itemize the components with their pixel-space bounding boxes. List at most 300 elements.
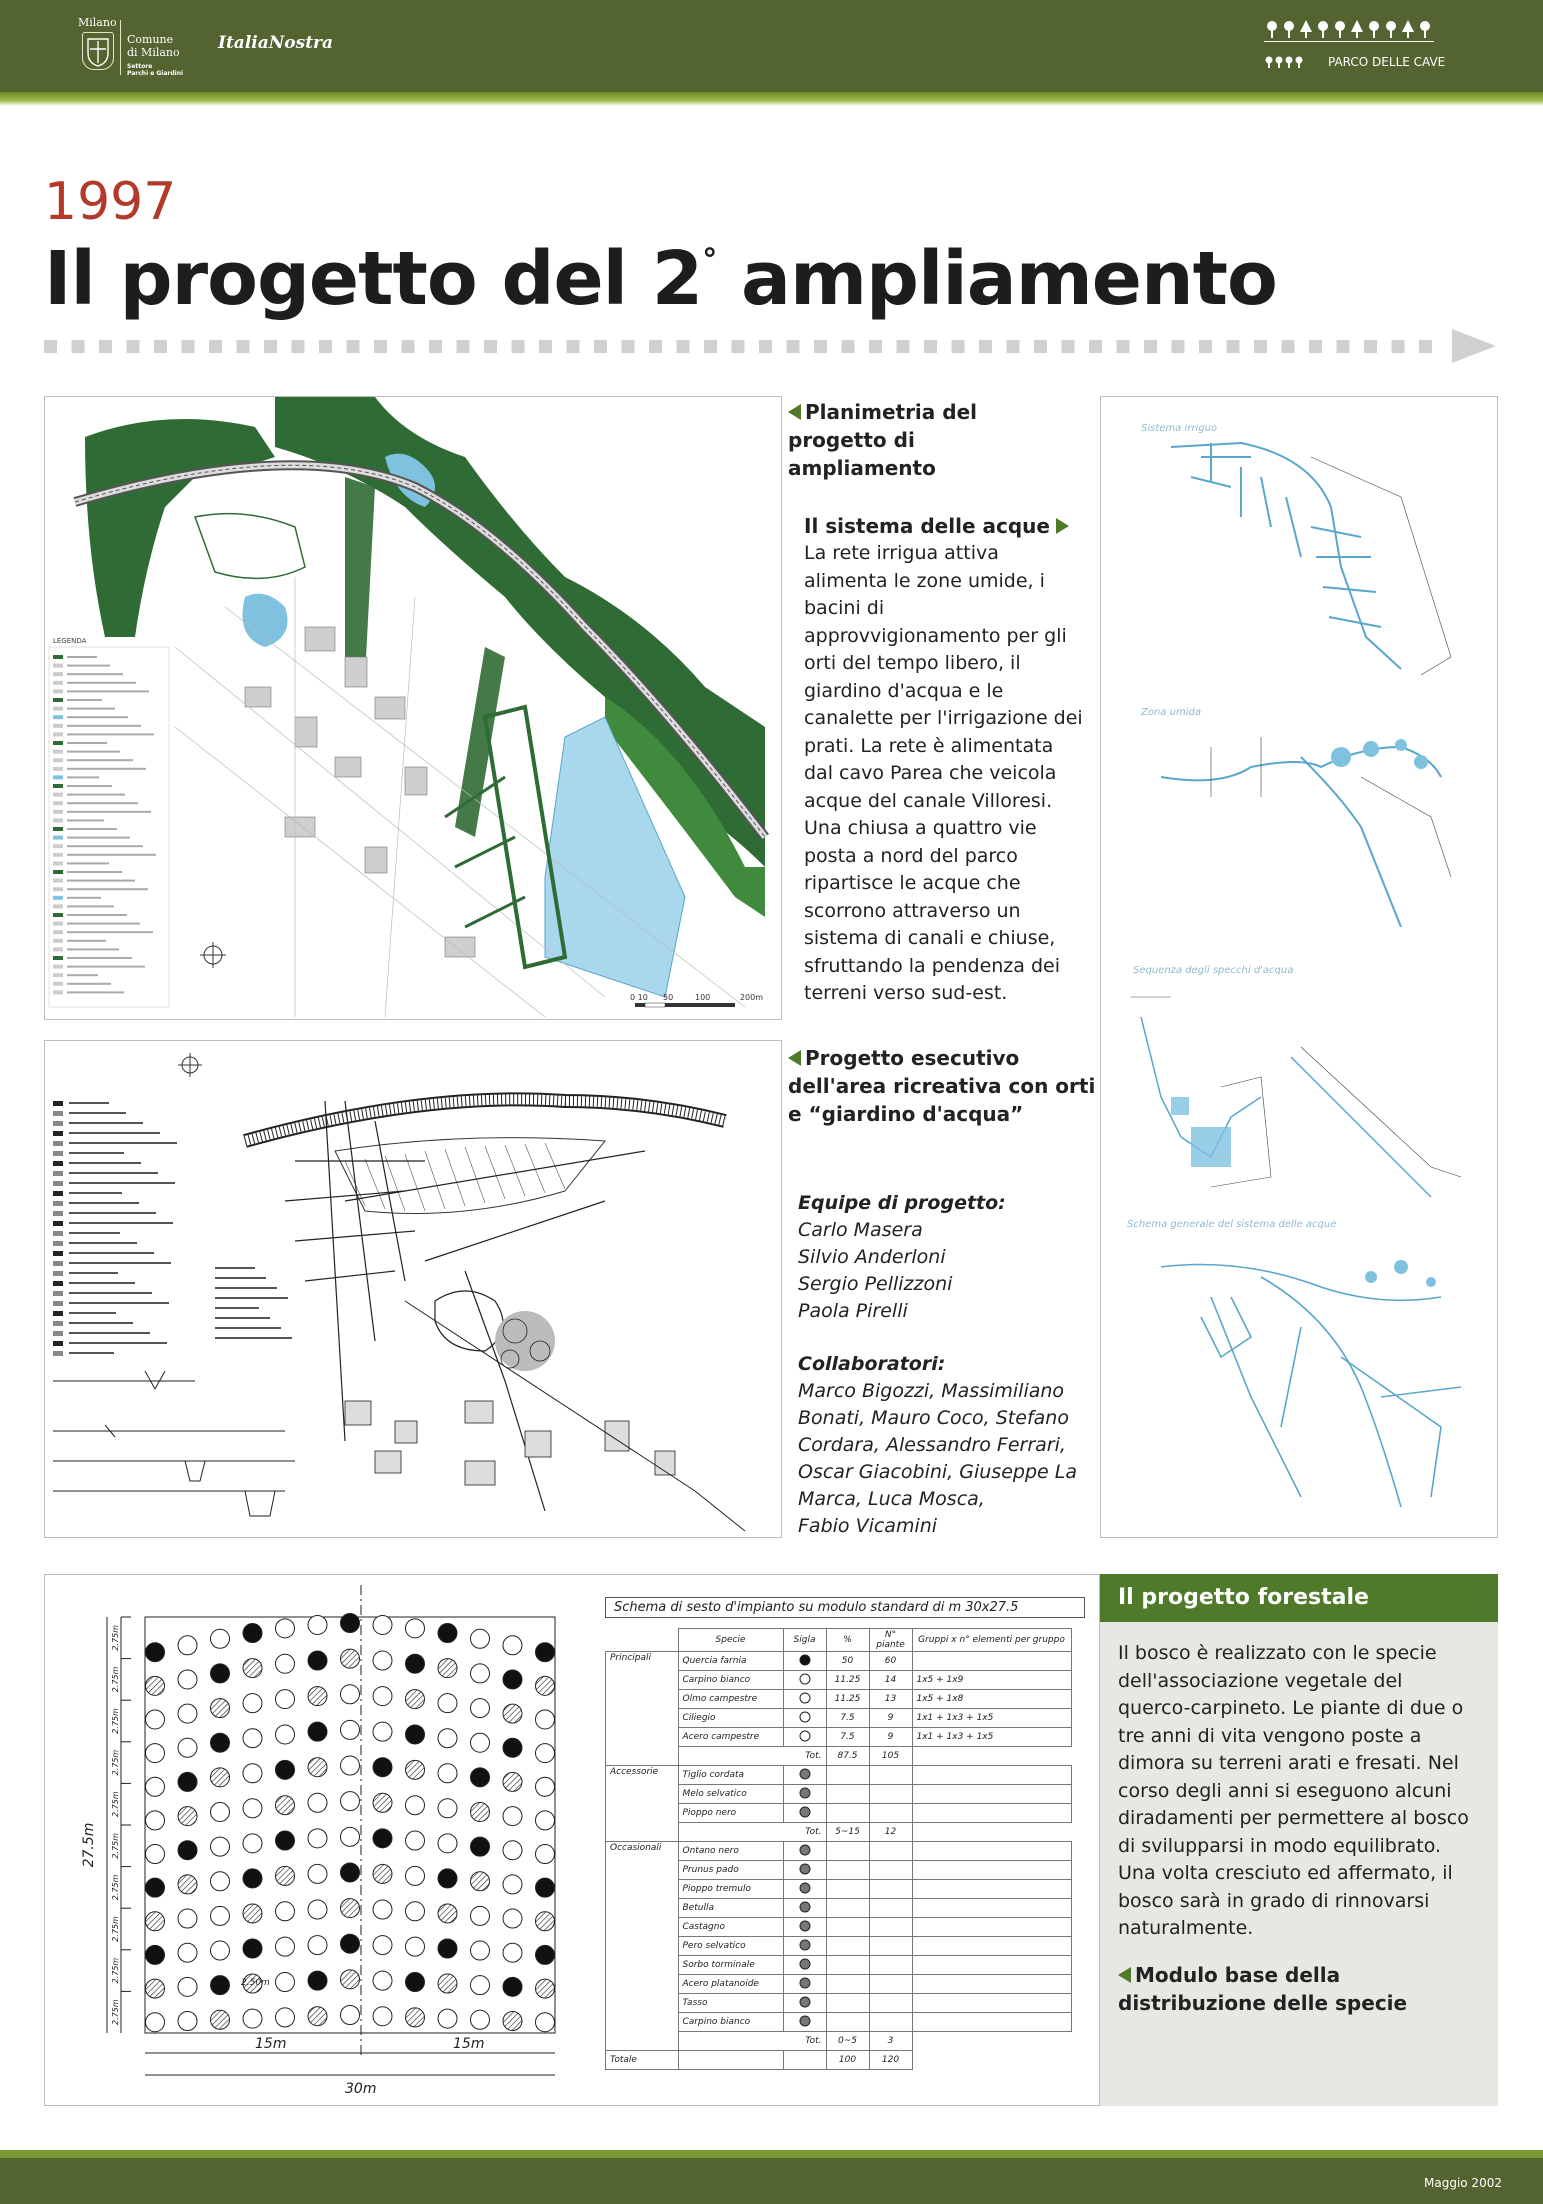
- legend-text-line: [67, 699, 102, 701]
- pct-cell: [826, 1918, 869, 1937]
- table-total-row: [606, 2032, 1072, 2051]
- divider-dot: [1144, 340, 1157, 353]
- tree-symbol: [146, 1845, 165, 1864]
- table-total-row: [606, 1823, 1072, 1842]
- diagram-general-label: Schema generale del sistema delle acque: [1127, 1219, 1337, 1230]
- legend-text-line: [67, 931, 153, 933]
- divider-dot: [622, 340, 635, 353]
- comune-line2: di Milano: [127, 46, 180, 59]
- table-row: [606, 1880, 1072, 1899]
- species-symbol-icon: [799, 1977, 811, 1989]
- tree-symbol: [341, 1899, 360, 1918]
- table-row: [606, 2013, 1072, 2032]
- species-symbol-cell: [783, 2013, 826, 2032]
- tree-symbol: [146, 1777, 165, 1796]
- legend2-swatch: [53, 1191, 63, 1196]
- table-row: [606, 1899, 1072, 1918]
- tree-symbol: [341, 1649, 360, 1668]
- group-name-cell: Accessorie: [606, 1766, 679, 1785]
- groups-cell: 1x5 + 1x8: [912, 1690, 1071, 1709]
- tree-symbol: [373, 1971, 392, 1990]
- divider-dot: [1172, 340, 1185, 353]
- tree-symbol: [438, 1904, 457, 1923]
- legend-swatch: [53, 810, 63, 814]
- divider-dot: [759, 340, 772, 353]
- row-spacing-label: 2.75m: [111, 1749, 120, 1776]
- species-symbol-cell: [783, 1918, 826, 1937]
- small-trees-icon: [1264, 54, 1304, 73]
- divider-dot: [1254, 340, 1267, 353]
- table-row: [606, 1956, 1072, 1975]
- species-symbol-icon: [799, 1692, 811, 1704]
- tree-symbol: [471, 2010, 490, 2029]
- legend-swatch: [53, 724, 63, 728]
- tree-symbol: [471, 1906, 490, 1925]
- tree-symbol: [438, 2009, 457, 2028]
- legend-text-line: [67, 776, 99, 778]
- species-name-cell: Tasso: [678, 1994, 783, 2013]
- tree-symbol: [308, 1900, 327, 1919]
- table-row: [606, 1690, 1072, 1709]
- legend-text-line: [67, 905, 114, 907]
- scale-label-100: 100: [695, 993, 711, 1002]
- species-symbol-cell: [783, 1994, 826, 2013]
- legend-text-line: [67, 811, 151, 813]
- table-row: [606, 1804, 1072, 1823]
- tot-pct-cell: 5~15: [826, 1823, 869, 1842]
- tot-label-cell: Tot.: [805, 1751, 822, 1761]
- empty-cell: [678, 2051, 783, 2070]
- legend2-swatch: [53, 1181, 63, 1186]
- plan-ampliamento-map: [44, 396, 782, 1020]
- tree-symbol: [536, 1979, 555, 1998]
- tree-row-icon: [1264, 18, 1464, 48]
- divider-dot: [209, 340, 222, 353]
- forestry-box: [1100, 1574, 1498, 2106]
- empty-cell: [912, 1823, 1071, 1842]
- legend-swatch: [53, 793, 63, 797]
- count-cell: 14: [869, 1671, 912, 1690]
- tree-symbol: [211, 2010, 230, 2029]
- tree-symbol: [211, 1837, 230, 1856]
- tree-symbol: [276, 1937, 295, 1956]
- species-name-cell: Tiglio cordata: [678, 1766, 783, 1785]
- tree-symbol: [211, 1976, 230, 1995]
- legend-swatch: [53, 861, 63, 865]
- tree-symbol: [276, 1725, 295, 1744]
- tree-symbol: [243, 1694, 262, 1713]
- divider-dot: [677, 340, 690, 353]
- legend-swatch: [53, 801, 63, 805]
- group-name-cell: [606, 1785, 679, 1804]
- tree-symbol: [503, 1670, 522, 1689]
- tree-symbol: [308, 1829, 327, 1848]
- group-name-cell: [606, 1690, 679, 1709]
- legend-swatch: [53, 853, 63, 857]
- legend-text-line: [67, 665, 110, 667]
- group-name-cell: [606, 1728, 679, 1747]
- pct-cell: [826, 1956, 869, 1975]
- tree-symbol: [406, 1760, 425, 1779]
- legend2-text-line: [69, 1242, 137, 1244]
- tree-symbol: [471, 1733, 490, 1752]
- tree-symbol: [438, 1624, 457, 1643]
- species-symbol-cell: [783, 1975, 826, 1994]
- tree-symbol: [406, 1690, 425, 1709]
- divider-dot: [567, 340, 580, 353]
- legend2-swatch: [53, 1331, 63, 1336]
- collaborators-heading: Collaboratori:: [798, 1353, 946, 1375]
- tree-symbol: [276, 1760, 295, 1779]
- species-symbol-cell: [783, 1785, 826, 1804]
- diagram-general: [1161, 1265, 1461, 1508]
- collaborators-line: Marca, Luca Mosca,: [798, 1488, 985, 1510]
- tree-symbol: [438, 1939, 457, 1958]
- legend-text-line: [67, 690, 149, 692]
- tree-symbol: [503, 1704, 522, 1723]
- species-symbol-cell: [783, 1804, 826, 1823]
- tree-symbol: [178, 1977, 197, 1996]
- title-ordinal: °: [702, 243, 717, 278]
- tree-symbol: [503, 1636, 522, 1655]
- legend-text-line: [67, 923, 140, 925]
- legend-swatch: [53, 784, 63, 788]
- divider-dot: [1392, 340, 1405, 353]
- settore-line2: Parchi e Giardini: [127, 70, 184, 77]
- species-symbol-circle: [800, 1845, 810, 1855]
- legend-swatch: [53, 767, 63, 771]
- legend2-text-line: [69, 1342, 167, 1344]
- divider-dot: [1089, 340, 1102, 353]
- tree-symbol: [276, 1796, 295, 1815]
- legend-text-line: [67, 656, 97, 658]
- species-name-cell: Pero selvatico: [678, 1937, 783, 1956]
- tree-symbol: [503, 1772, 522, 1791]
- legend-text-line: [67, 897, 101, 899]
- species-symbol-cell: [783, 1956, 826, 1975]
- species-symbol-circle: [800, 1731, 810, 1741]
- group-name-cell: [606, 1747, 679, 1766]
- tree-symbol: [341, 1970, 360, 1989]
- tree-symbol: [406, 1619, 425, 1638]
- legend-text-line: [67, 957, 132, 959]
- divider-dot: [347, 340, 360, 353]
- legend2-swatch: [53, 1101, 63, 1106]
- species-name-cell: Ciliegio: [678, 1709, 783, 1728]
- tree-symbol: [146, 1979, 165, 1998]
- legend-text-line: [67, 742, 107, 744]
- group-name-cell: Principali: [606, 1652, 679, 1671]
- legend2-swatch: [53, 1171, 63, 1176]
- species-symbol-icon: [799, 2015, 811, 2027]
- legend-text-line: [67, 862, 109, 864]
- tree-symbol: [438, 1764, 457, 1783]
- group-name-cell: [606, 1937, 679, 1956]
- tree-symbol: [243, 1729, 262, 1748]
- plan2-caption-text: Progetto esecutivo dell'area ricreativa con orti e “giardino d'acqua”: [788, 1046, 1096, 1126]
- tree-symbol: [308, 1758, 327, 1777]
- row-spacing-label: 2.75m: [111, 1832, 120, 1859]
- tree-symbol: [178, 1943, 197, 1962]
- row-spacing-label: 2.75m: [111, 1791, 120, 1818]
- groups-cell: [912, 1785, 1071, 1804]
- tree-symbol: [503, 1807, 522, 1826]
- tree-symbol: [536, 1744, 555, 1763]
- row-spacing-label: 2.75m: [111, 1624, 120, 1651]
- tree-symbol: [146, 1710, 165, 1729]
- count-cell: [869, 2013, 912, 2032]
- tree-symbol: [146, 1878, 165, 1897]
- executive-project-drawing: [44, 1040, 782, 1538]
- group-name-cell: [606, 1880, 679, 1899]
- tree-symbol: [503, 1738, 522, 1757]
- legend-text-line: [67, 940, 106, 942]
- divider-dot: [44, 340, 57, 353]
- divider-dot: [457, 340, 470, 353]
- legend2-text-line: [69, 1222, 173, 1224]
- species-symbol-icon: [799, 1673, 811, 1685]
- comune-line1: Comune: [127, 33, 174, 46]
- tree-symbol: [146, 2013, 165, 2032]
- legend-title: LEGENDA: [53, 637, 87, 645]
- row-spacing-label: 2.75m: [111, 1999, 120, 2026]
- group-name-cell: [606, 2013, 679, 2032]
- legend2-swatch: [53, 1271, 63, 1276]
- divider-dot: [952, 340, 965, 353]
- plan1-caption-text: Planimetria del progetto di ampliamento: [788, 400, 977, 480]
- forestry-text: Il bosco è realizzato con le specie dell'associazione vegetale del querco-carpineto. Le piante di due o tre anni di vita vengono poste a dimora su terreni arati e fresati. Nel corso degli anni si eseguono alcuni diradamenti per permettere al bosco di svilupparsi in modo equilibrato. Una volta cresciuto ed affermato, il bosco sarà in grado di rinnovarsi naturalmente.: [1118, 1642, 1469, 1939]
- divider-dot: [1227, 340, 1240, 353]
- tree-symbol: [406, 1937, 425, 1956]
- legend-text-line: [67, 871, 122, 873]
- divider-dot: [1337, 340, 1350, 353]
- count-cell: [869, 1785, 912, 1804]
- team-member: Silvio Anderloni: [798, 1246, 946, 1268]
- collaborators-line: Oscar Giacobini, Giuseppe La: [798, 1461, 1077, 1483]
- pct-cell: 7.5: [826, 1728, 869, 1747]
- water-diagrams-panel: [1100, 396, 1498, 1538]
- divider-dot: [99, 340, 112, 353]
- legend2-text-line: [215, 1337, 292, 1339]
- groups-cell: [912, 1975, 1071, 1994]
- count-cell: 9: [869, 1728, 912, 1747]
- legend-swatch: [53, 758, 63, 762]
- divider-dot: [594, 340, 607, 353]
- tree-symbol: [276, 1654, 295, 1673]
- city-label: Milano: [78, 16, 117, 29]
- settore-line1: Settore: [127, 63, 153, 70]
- page-title: [44, 236, 1277, 322]
- legend-swatch: [53, 990, 63, 994]
- species-symbol-icon: [799, 1806, 811, 1818]
- collaborators-line: Marco Bigozzi, Massimiliano: [798, 1380, 1065, 1402]
- legend-swatch: [53, 664, 63, 668]
- groups-cell: [912, 1994, 1071, 2013]
- scale-label-200: 200m: [739, 993, 763, 1002]
- species-symbol-icon: [799, 1996, 811, 2008]
- tree-symbol: [406, 1831, 425, 1850]
- species-symbol-circle: [800, 1693, 810, 1703]
- species-name-cell: Acero platanoide: [678, 1975, 783, 1994]
- tree-symbol: [178, 1909, 197, 1928]
- legend-swatch: [53, 965, 63, 969]
- water-system-section: [804, 512, 1084, 1008]
- legend-swatch: [53, 750, 63, 754]
- header-stripe: [0, 92, 1543, 106]
- width-total-label: 30m: [345, 2081, 377, 2097]
- tree-symbol: [341, 1685, 360, 1704]
- species-symbol-circle: [800, 1712, 810, 1722]
- species-name-cell: Ontano nero: [678, 1842, 783, 1861]
- collaborators-line: Bonati, Mauro Coco, Stefano: [798, 1407, 1069, 1429]
- tree-symbol: [536, 1945, 555, 1964]
- tree-symbol: [438, 1869, 457, 1888]
- pct-cell: 11.25: [826, 1671, 869, 1690]
- table-total-row: [606, 1747, 1072, 1766]
- table-row: [606, 1975, 1072, 1994]
- legend-text-line: [67, 888, 148, 890]
- logo-divider: [120, 20, 121, 75]
- pct-cell: [826, 1766, 869, 1785]
- divider-dot: [182, 340, 195, 353]
- groups-cell: [912, 1918, 1071, 1937]
- legend2-text-line: [69, 1122, 143, 1124]
- legend2-text-line: [215, 1307, 259, 1309]
- tree-symbol: [211, 1629, 230, 1648]
- count-cell: [869, 1861, 912, 1880]
- species-name-cell: Betulla: [678, 1899, 783, 1918]
- tree-symbol: [178, 1670, 197, 1689]
- pct-cell: [826, 2013, 869, 2032]
- legend2-text-line: [69, 1192, 122, 1194]
- species-symbol-icon: [799, 1901, 811, 1913]
- tree-symbol: [536, 1811, 555, 1830]
- diagram-ponds-label: Sequenza degli specchi d'acqua: [1133, 965, 1294, 976]
- table-row: [606, 1709, 1072, 1728]
- tree-symbol: [536, 1912, 555, 1931]
- tree-symbol: [178, 1841, 197, 1860]
- divider-dot: [319, 340, 332, 353]
- pct-cell: [826, 1880, 869, 1899]
- species-table-title: Schema di sesto d'impianto su modulo standard di m 30x27.5: [605, 1597, 1085, 1618]
- divider-dot: [979, 340, 992, 353]
- water-system-text: La rete irrigua attiva alimenta le zone umide, i bacini di approvvigionamento per gli orti del tempo libero, il giardino d'acqua e le canalette per l'irrigazione dei prati. La rete è alimentata dal cavo Parea che veicola acque del canale Villoresi. Una chiusa a quattro vie posta a nord del parco ripartisce le acque che scorrono attraverso un sistema di canali e chiuse, sfruttando la pendenza dei terreni verso sud-est.: [804, 542, 1083, 1004]
- count-cell: [869, 1994, 912, 2013]
- table-row: [606, 1652, 1072, 1671]
- species-symbol-cell: [783, 1671, 826, 1690]
- legend2-swatch: [53, 1241, 63, 1246]
- groups-cell: [912, 1880, 1071, 1899]
- tree-symbol: [308, 1793, 327, 1812]
- legend-text-line: [67, 682, 136, 684]
- legend-swatch: [53, 741, 63, 745]
- table-row: [606, 1785, 1072, 1804]
- diagram-wetland-label: Zona umida: [1141, 707, 1201, 718]
- tree-symbol: [373, 2007, 392, 2026]
- group-name-cell: [606, 1671, 679, 1690]
- legend-text-line: [67, 819, 104, 821]
- species-symbol-circle: [800, 1807, 810, 1817]
- species-name-cell: Olmo campestre: [678, 1690, 783, 1709]
- legend2-text-line: [69, 1132, 160, 1134]
- species-symbol-cell: [783, 1937, 826, 1956]
- table-row: [606, 1861, 1072, 1880]
- pct-cell: [826, 1975, 869, 1994]
- legend-text-line: [67, 991, 124, 993]
- legend-text-line: [67, 768, 146, 770]
- tree-symbol: [373, 1829, 392, 1848]
- tot-count-cell: 3: [869, 2032, 912, 2051]
- legend-swatch: [53, 956, 63, 960]
- legend2-swatch: [53, 1321, 63, 1326]
- legend2-text-line: [215, 1297, 288, 1299]
- legend-swatch: [53, 672, 63, 676]
- divider-dot: [1034, 340, 1047, 353]
- groups-cell: [912, 1766, 1071, 1785]
- table-row: [606, 1728, 1072, 1747]
- pct-cell: [826, 1937, 869, 1956]
- species-symbol-circle: [800, 1997, 810, 2007]
- species-name-cell: Castagno: [678, 1918, 783, 1937]
- divider-dot: [1062, 340, 1075, 353]
- tree-symbol: [341, 1756, 360, 1775]
- group-name-cell: [606, 1861, 679, 1880]
- tree-symbol: [276, 1619, 295, 1638]
- title-main-end: ampliamento: [741, 236, 1277, 322]
- species-symbol-icon: [799, 1730, 811, 1742]
- count-cell: 60: [869, 1652, 912, 1671]
- arrow-left-icon: [788, 404, 801, 420]
- table-row: [606, 1766, 1072, 1785]
- group-name-cell: Occasionali: [606, 1842, 679, 1861]
- width-left-label: 15m: [255, 2036, 287, 2052]
- legend-swatch: [53, 836, 63, 840]
- legend-swatch: [53, 844, 63, 848]
- legend-text-line: [67, 802, 138, 804]
- legend2-text-line: [69, 1312, 116, 1314]
- tree-symbol: [276, 1831, 295, 1850]
- tree-symbol: [471, 1699, 490, 1718]
- partner-logo: ItaliaNostra: [218, 33, 334, 53]
- footer-bar: [0, 2158, 1543, 2204]
- species-symbol-icon: [799, 1768, 811, 1780]
- species-symbol-circle: [800, 1769, 810, 1779]
- empty-cell: [678, 2032, 783, 2051]
- col-header: Specie: [678, 1629, 783, 1652]
- tree-symbol: [243, 2009, 262, 2028]
- species-symbol-cell: [783, 1690, 826, 1709]
- tree-symbol: [438, 1694, 457, 1713]
- legend2-swatch: [53, 1281, 63, 1286]
- tree-symbol: [243, 1904, 262, 1923]
- legend-swatch: [53, 775, 63, 779]
- spacing-label: 2.50m: [241, 1978, 270, 1988]
- tot-label-cell: Tot.: [805, 2036, 822, 2046]
- table-grand-total-row: [606, 2051, 1072, 2070]
- legend2-swatch: [53, 1221, 63, 1226]
- divider-dot: [787, 340, 800, 353]
- tree-symbol: [243, 1799, 262, 1818]
- legend2-text-line: [69, 1232, 120, 1234]
- tree-symbol: [211, 1872, 230, 1891]
- tree-symbol: [341, 1720, 360, 1739]
- group-name-cell: [606, 1804, 679, 1823]
- group-name-cell: [606, 1823, 679, 1842]
- tree-symbol: [276, 1902, 295, 1921]
- tree-symbol: [243, 1869, 262, 1888]
- divider-dot: [814, 340, 827, 353]
- table-row: [606, 1937, 1072, 1956]
